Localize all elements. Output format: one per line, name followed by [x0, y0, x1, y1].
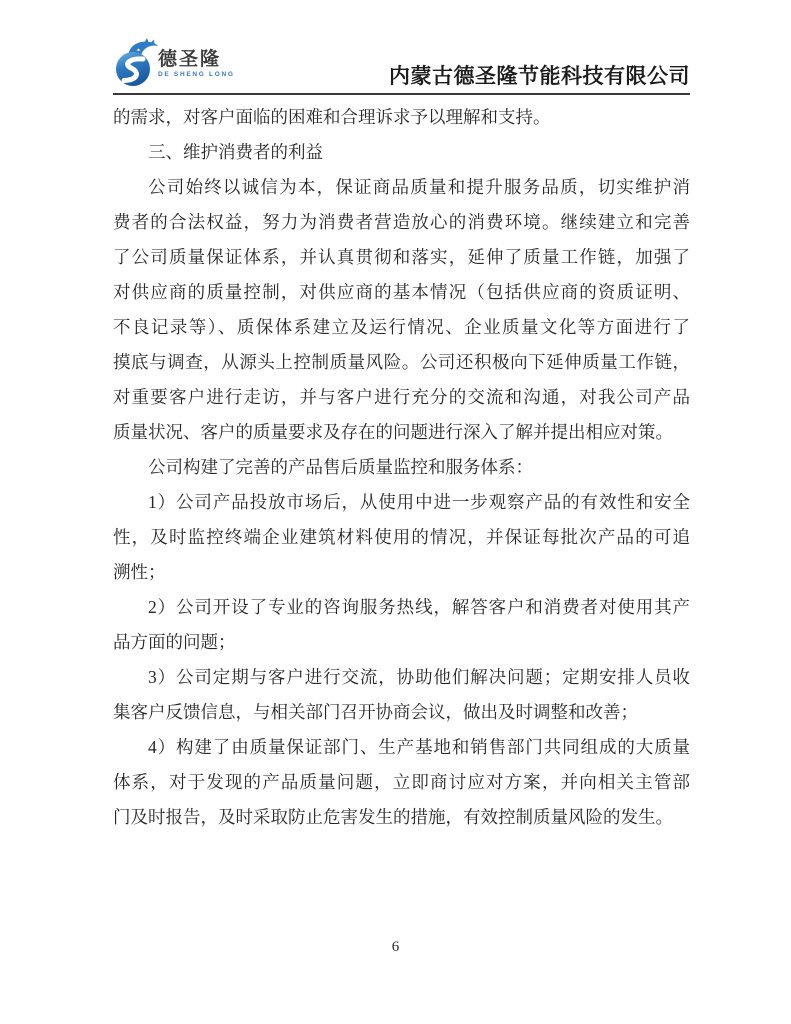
brand-name-en: DE SHENG LONG — [158, 71, 235, 78]
page-header — [0, 0, 791, 100]
text-line: 1）公司产品投放市场后，从使用中进一步观察产品的有效性和安全 — [148, 492, 690, 512]
text-line: 集客户反馈信息，与相关部门召开协商会议，做出及时调整和改善； — [113, 702, 638, 722]
text-line: 对重要客户进行走访，并与客户进行充分的交流和沟通，对我公司产品 — [113, 387, 690, 407]
text-line: 质量状况、客户的质量要求及存在的问题进行深入了解并提出相应对策。 — [113, 422, 673, 442]
company-name: 内蒙古德圣隆节能科技有限公司 — [389, 64, 690, 88]
document-body — [113, 100, 690, 835]
text-line: 3）公司定期与客户进行交流，协助他们解决问题；定期安排人员收 — [148, 667, 690, 687]
text-line: 不良记录等）、质保体系建立及运行情况、企业质量文化等方面进行了 — [113, 317, 690, 337]
text-line: 品方面的问题； — [113, 632, 236, 652]
text-line: 溯性； — [113, 562, 166, 582]
text-line: 的需求，对客户面临的困难和合理诉求予以理解和支持。 — [113, 107, 551, 127]
text-line: 性，及时监控终端企业建筑材料使用的情况，并保证每批次产品的可追 — [113, 527, 690, 547]
brand-name-cn: 德圣隆 — [158, 49, 222, 70]
page-footer — [0, 938, 791, 956]
text-line: 了公司质量保证体系，并认真贯彻和落实，延伸了质量工作链，加强了 — [113, 247, 690, 267]
text-line: 4）构建了由质量保证部门、生产基地和销售部门共同组成的大质量 — [148, 737, 690, 757]
page-number: 6 — [391, 939, 400, 955]
text-line: 三、维护消费者的利益 — [148, 142, 323, 162]
text-line: 门及时报告，及时采取防止危害发生的措施，有效控制质量风险的发生。 — [113, 807, 673, 827]
text-line: 体系，对于发现的产品质量问题，立即商讨应对方案，并向相关主管部 — [113, 772, 690, 792]
text-line: 摸底与调查，从源头上控制质量风险。公司还积极向下延伸质量工作链， — [113, 352, 690, 372]
logo-brand-text — [158, 49, 235, 79]
text-line: 公司始终以诚信为本，保证商品质量和提升服务品质，切实维护消 — [148, 177, 690, 197]
text-line: 费者的合法权益，努力为消费者营造放心的消费环境。继续建立和完善 — [113, 212, 690, 232]
company-logo-icon — [114, 36, 162, 90]
text-line: 公司构建了完善的产品售后质量监控和服务体系： — [148, 457, 533, 477]
text-line: 2）公司开设了专业的咨询服务热线，解答客户和消费者对使用其产 — [148, 597, 690, 617]
header-divider — [113, 93, 690, 95]
text-line: 对供应商的质量控制，对供应商的基本情况（包括供应商的资质证明、 — [113, 282, 690, 302]
